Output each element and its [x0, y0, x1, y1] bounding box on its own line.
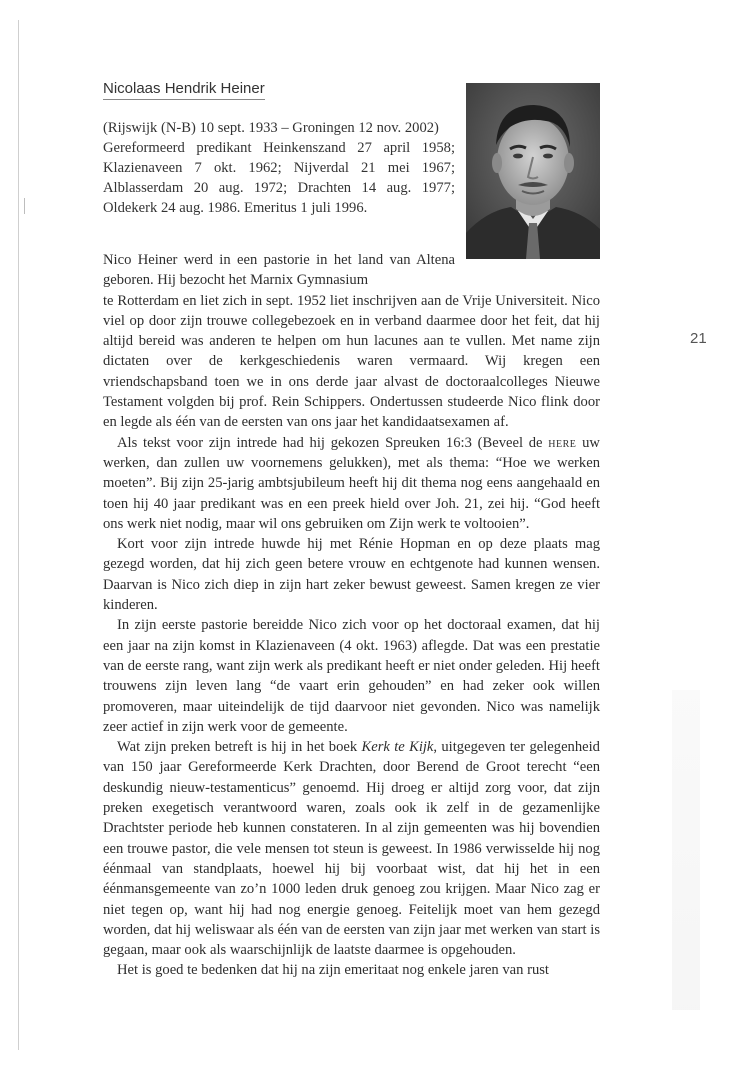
book-title: Kerk te Kijk — [361, 739, 434, 756]
paragraph-1-continued: te Rotterdam en liet zich in sept. 1952 liet inschrijven aan de Vrije Universiteit. Nico viel op door zijn trouwe collegebezoek en in verband daarmee door het feit, dat hij altijd bereid was anderen te helpen om hun lacunes aan te vullen. Met name zijn dictaten over de kerkgeschiedenis waren vermaard. Wij kregen een vriendschapsband toen we in ons derde jaar alvast de doctoraalcolleges Nieuwe Testament volgden bij prof. Rein Schippers. Ondertussen studeerde Nico flink door en legde als één van de eersten van ons jaar het kandidaatsexamen af. — [103, 292, 600, 431]
paragraph-5 — [103, 737, 600, 960]
portrait-photo — [466, 83, 600, 259]
bio-birth-death: (Rijswijk (N-B) 10 sept. 1933 – Groningen 12 nov. 2002) — [103, 120, 439, 136]
portrait-illustration — [466, 83, 600, 259]
article-body — [103, 250, 600, 981]
paragraph-6: Het is goed te bedenken dat hij na zijn emeritaat nog enkele jaren van rust — [117, 962, 549, 979]
here-small-caps: here — [548, 434, 577, 451]
paragraph-4: In zijn eerste pastorie bereidde Nico zich voor op het doctoraal examen, dat hij een jaar na zijn komst in Klazienaveen (4 okt. 1963) aflegde. Dat was een prestatie van de eerste rang, want zijn werk als predikant heeft er niet onder geleden. Hij heeft trouwens zijn leven lang “de vaart erin gehouden” en had zeker ook willen promoveren, maar uiteindelijk de tijd daarvoor niet gevonden. Nico was namelijk zeer actief in zijn werk voor de gemeente. — [103, 617, 600, 735]
biographical-summary — [103, 118, 455, 218]
scan-mark — [24, 198, 25, 214]
paragraph-5-part-a: Wat zijn preken betreft is hij in het boek — [117, 739, 362, 756]
page-margin-rule — [18, 20, 19, 1050]
paragraph-5-part-b: , uitgegeven ter gelegenheid van 150 jaar Gereformeerde Kerk Drachten, door Berend de Groot terecht “een deskundig nieuw-testamenticus” genoemd. Hij droeg er altijd zorg voor, dat zijn preken exegetisch verantwoord waren, zoals ook ik zelf in de gezamenlijke Drachtster periode heb kunnen constateren. In al zijn gemeenten was hij bovendien een trouwe pastor, die vele mensen tot steun is geweest. In 1986 verwisselde hij nog éénmaal van standplaats, hoewel hij bij voorbaat wist, dat hij het in een éénmansgemeente van zo’n 1000 leden druk genoeg zou krijgen. Maar Nico zag er niet tegen op, want hij had nog energie genoeg. Feitelijk moet van hem gezegd worden, dat hij weliswaar als één van de eersten van zijn jaar met werken van start is gegaan, maar ook als waarschijnlijk de laatste daarmee is opgehouden. — [103, 739, 600, 959]
paragraph-3: Kort voor zijn intrede huwde hij met Rénie Hopman en op deze plaats mag gezegd worden, dat hij zich geen betere vrouw en echtgenote had kunnen wensen. Daarvan is Nico zich diep in zijn hart zeker bewust geweest. Samen kregen ze vier kinderen. — [103, 536, 600, 614]
bio-career: Gereformeerd predikant Heinkenszand 27 april 1958; Klazienaveen 7 okt. 1962; Nijverdal 21 mei 1967; Alblasserdam 20 aug. 1972; Drachten 14 aug. 1977; Oldekerk 24 aug. 1986. Emeritus 1 juli 1996. — [103, 140, 455, 216]
paragraph-1-intro: Nico Heiner werd in een pastorie in het land van Altena geboren. Hij bezocht het Marnix Gymnasium — [103, 252, 455, 289]
paragraph-2-part-a: Als tekst voor zijn intrede had hij gekozen Spreuken 16:3 (Beveel de — [117, 434, 549, 451]
article-title: Nicolaas Hendrik Heiner — [103, 80, 265, 100]
paragraph-2 — [103, 433, 600, 534]
page-number: 21 — [690, 330, 707, 347]
paragraph-2-part-b: uw werken, dan zullen uw voornemens gelukken), met als thema: “Hoe we werken moeten”. Bij zijn 25-jarig ambtsjubileum heeft hij dit thema nog eens aangehaald en toen hij 40 jaar predikant was en een preek hield over Joh. 21, zei hij. “God heeft ons werk niet nodig, maar wil ons gebruiken om Zijn werk te voltooien”. — [103, 434, 600, 532]
scan-shadow — [672, 690, 700, 1010]
